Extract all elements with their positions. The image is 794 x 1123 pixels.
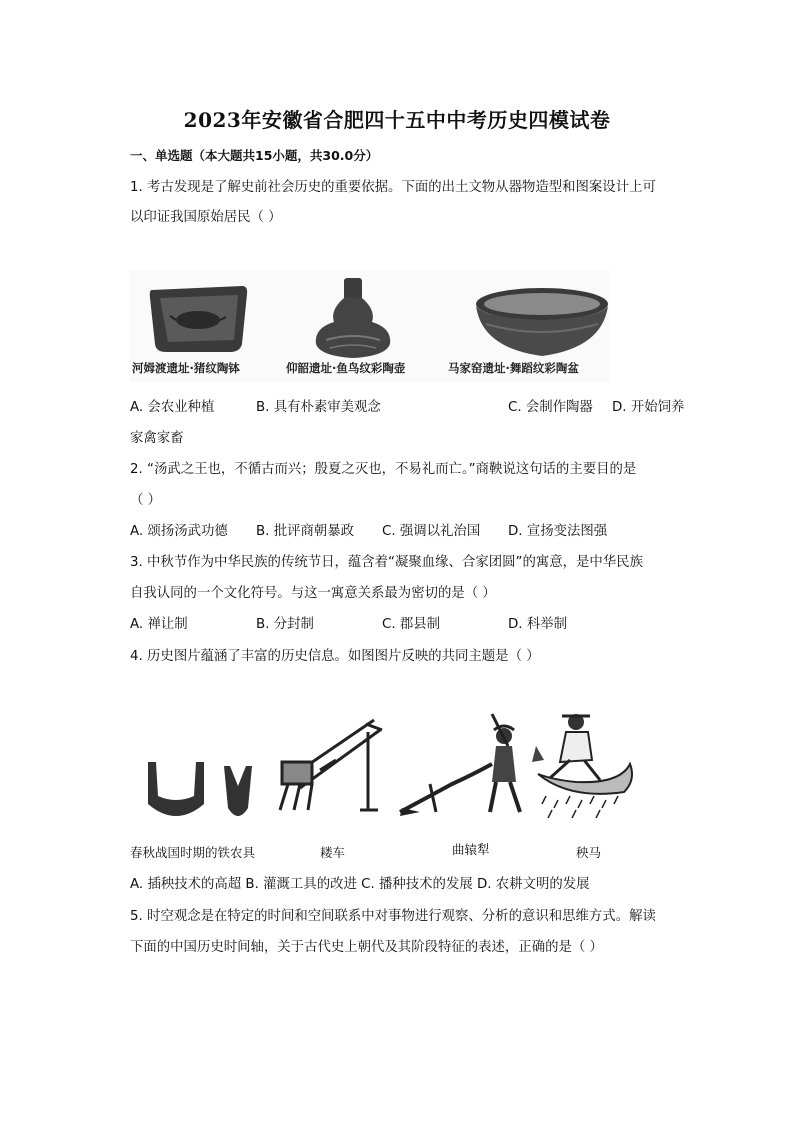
q4-caption-4: 秧马 xyxy=(576,845,602,860)
question-5-line-1: 5. 时空观念是在特定的时间和空间联系中对事物进行观察、分析的意识和思维方式。解读 xyxy=(130,909,656,924)
q4-options: A. 插秧技术的高超 B. 灌溉工具的改进 C. 播种技术的发展 D. 农耕文明的发展 xyxy=(130,877,590,892)
page-title: 2023年安徽省合肥四十五中中考历史四模试卷 xyxy=(183,108,611,132)
q2-option-c: C. 强调以礼治国 xyxy=(382,524,481,539)
seedling-horse-image xyxy=(532,714,632,818)
q1-caption-1: 河姆渡遗址·猪纹陶钵 xyxy=(132,361,240,375)
section-heading: 一、单选题（本大题共15小题，共30.0分） xyxy=(130,148,379,163)
question-1-line-1: 1. 考古发现是了解史前社会历史的重要依据。下面的出土文物从器物造型和图案设计上可 xyxy=(130,180,656,195)
q2-option-d: D. 宣扬变法图强 xyxy=(508,524,608,539)
q1-option-d: D. 开始饲养 xyxy=(612,400,685,415)
q1-caption-3: 马家窑遗址·舞蹈纹彩陶盆 xyxy=(448,361,579,375)
question-1-line-2: 以印证我国原始居民（ ） xyxy=(130,210,282,225)
q1-option-d-continued: 家禽家畜 xyxy=(130,431,184,446)
q2-option-a: A. 颂扬汤武功德 xyxy=(130,524,228,539)
question-5-line-2: 下面的中国历史时间轴，关于古代史上朝代及其阶段特征的表述，正确的是（ ） xyxy=(130,940,603,955)
q1-option-b: B. 具有朴素审美观念 xyxy=(256,400,381,415)
curved-shaft-plough-image xyxy=(400,714,520,816)
pig-pattern-bowl-image xyxy=(150,286,247,352)
question-2-line-1: 2. “汤武之王也，不循古而兴；殷夏之灭也，不易礼而亡。”商鞅说这句话的主要目的是 xyxy=(130,462,637,477)
q4-farming-tools-image xyxy=(130,700,650,840)
q3-option-c: C. 郡县制 xyxy=(382,617,441,632)
q2-option-b: B. 批评商朝暴政 xyxy=(256,524,355,539)
q3-option-a: A. 禅让制 xyxy=(130,617,188,632)
q4-caption-3: 曲辕犁 xyxy=(452,842,490,857)
q1-caption-2: 仰韶遗址·鱼鸟纹彩陶壶 xyxy=(286,361,406,375)
q3-option-d: D. 科举制 xyxy=(508,617,567,632)
seed-drill-image xyxy=(280,720,382,810)
q4-caption-2: 耧车 xyxy=(320,845,346,860)
question-3-line-2: 自我认同的一个文化符号。与这一寓意关系最为密切的是（ ） xyxy=(130,586,496,601)
iron-farm-tools-image xyxy=(148,762,252,816)
q1-option-a: A. 会农业种植 xyxy=(130,400,215,415)
question-4-line-1: 4. 历史图片蕴涵了丰富的历史信息。如图图片反映的共同主题是（ ） xyxy=(130,649,540,664)
q4-caption-1: 春秋战国时期的铁农具 xyxy=(130,845,256,860)
q3-option-b: B. 分封制 xyxy=(256,617,314,632)
question-2-line-2: （ ） xyxy=(130,493,162,508)
question-3-line-1: 3. 中秋节作为中华民族的传统节日，蕴含着“凝聚血缘、合家团圆”的寓意，是中华民族 xyxy=(130,555,643,570)
q1-option-c: C. 会制作陶器 xyxy=(508,400,593,415)
